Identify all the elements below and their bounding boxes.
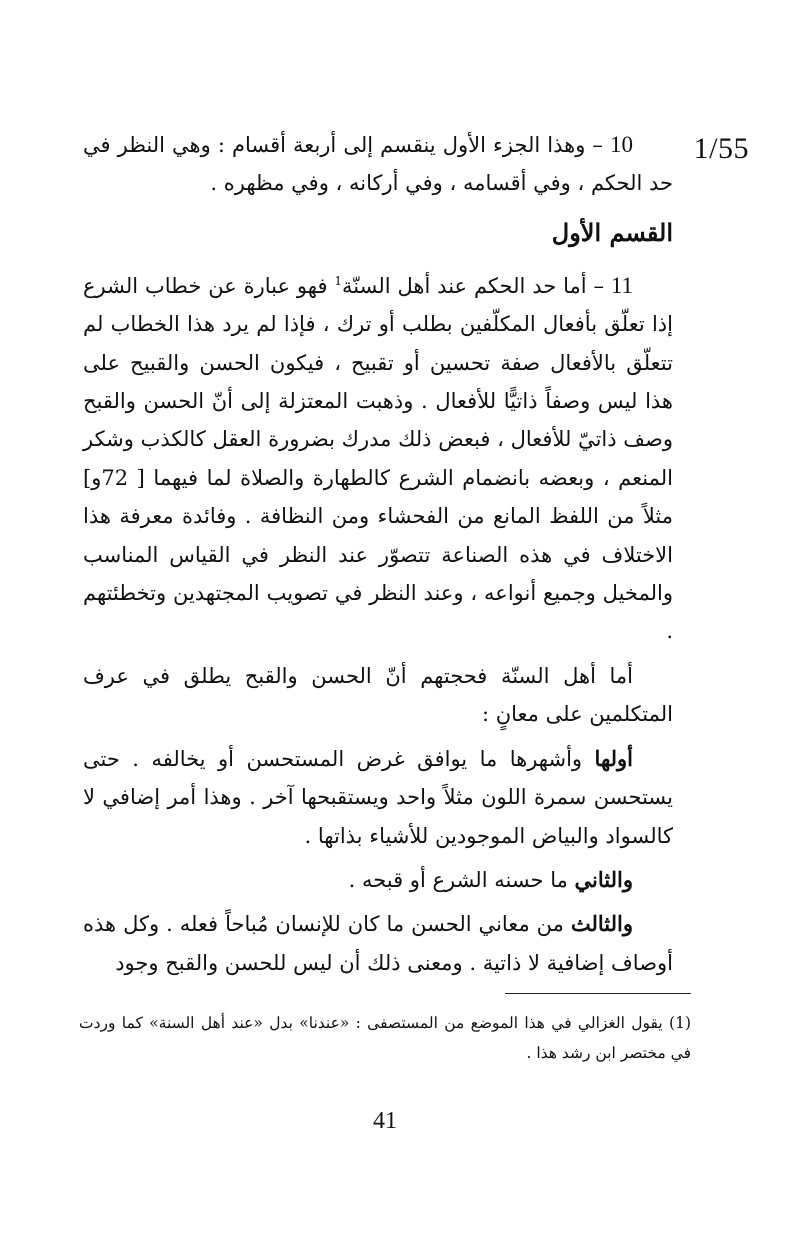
meaning-lead: أولها xyxy=(594,745,633,771)
meaning-lead: والثاني xyxy=(574,866,633,892)
meaning-text: وأشهرها ما يوافق غرض المستحسن أو يخالفه . حتى يستحسن سمرة اللون مثلاً واحد ويستقبحها آخر . وهذا أمر إضافي لا كالسواد والبياض الموجودين للأشياء بذاتها . xyxy=(83,746,673,848)
paragraph-text: – وهذا الجزء الأول ينقسم إلى أربعة أقسام : وهي النظر في حد الحكم ، وفي أقسامه ، وفي أركانه ، وفي مظهره . xyxy=(83,133,673,196)
paragraph-number: 11 xyxy=(610,272,633,298)
paragraph-text-continued: فهو عبارة عن خطاب الشرع إذا تعلّق بأفعال المكلّفين بطلب أو ترك ، فإذا لم يرد هذا الخطاب لم تتعلّق بالأفعال صفة تحسين أو تقبيح ، فيكون الحسن والقبيح على هذا ليس وصفاً ذاتيًّا للأفعال . وذهبت المعتزلة إلى أنّ الحسن والقبح وصف ذاتيّ للأفعال ، فبعض ذلك مدرك بضرورة العقل كالكذب وشكر المنعم ، وبعضه بانضمام الشرع كالطهارة والصلاة لما فيهما [ 72و] مثلاً من اللفظ المانع من الفحشاء ومن النظافة . وفائدة معرفة هذا الاختلاف في هذه الصناعة تتصوّر عند النظر في القياس المناسب والمخيل وجميع أنواعه ، وعند النظر في تصويب المجتهدين وتخطئتهم . xyxy=(83,273,673,644)
footnote-text: يقول الغزالي في هذا الموضع من المستصفى : «عندنا» بدل «عند أهل السنة» كما وردت في مختصر ابن رشد هذا . xyxy=(79,1014,691,1062)
paragraph-11 xyxy=(83,267,673,651)
footnote-marker: 1 xyxy=(334,273,343,288)
meaning-second xyxy=(83,861,673,899)
footnote xyxy=(79,1008,691,1068)
main-text xyxy=(83,126,673,982)
footnote-separator xyxy=(505,993,691,994)
meaning-text: من معاني الحسن ما كان للإنسان مُباحاً فعله . وكل هذه أوصاف إضافية لا ذاتية . ومعنى ذلك أن ليس للحسن والقبح وجود xyxy=(83,912,673,975)
meaning-text: ما حسنه الشرع أو قبحه . xyxy=(348,867,575,892)
margin-reference: 1/55 xyxy=(693,132,749,165)
meaning-third xyxy=(83,905,673,982)
meaning-first xyxy=(83,740,673,855)
meaning-lead: والثالث xyxy=(570,911,633,937)
paragraph-10 xyxy=(83,126,673,203)
paragraph-number: 10 xyxy=(610,132,633,157)
section-heading: القسم الأول xyxy=(551,217,673,247)
paragraph-text: – أما حد الحكم عند أهل السنّة xyxy=(342,273,611,298)
footnote-number: (1) xyxy=(669,1014,691,1032)
page-number: 41 xyxy=(373,1108,397,1134)
paragraph-sunna: أما أهل السنّة فحجتهم أنّ الحسن والقبح يطلق في عرف المتكلمين على معانٍ : xyxy=(83,663,673,727)
